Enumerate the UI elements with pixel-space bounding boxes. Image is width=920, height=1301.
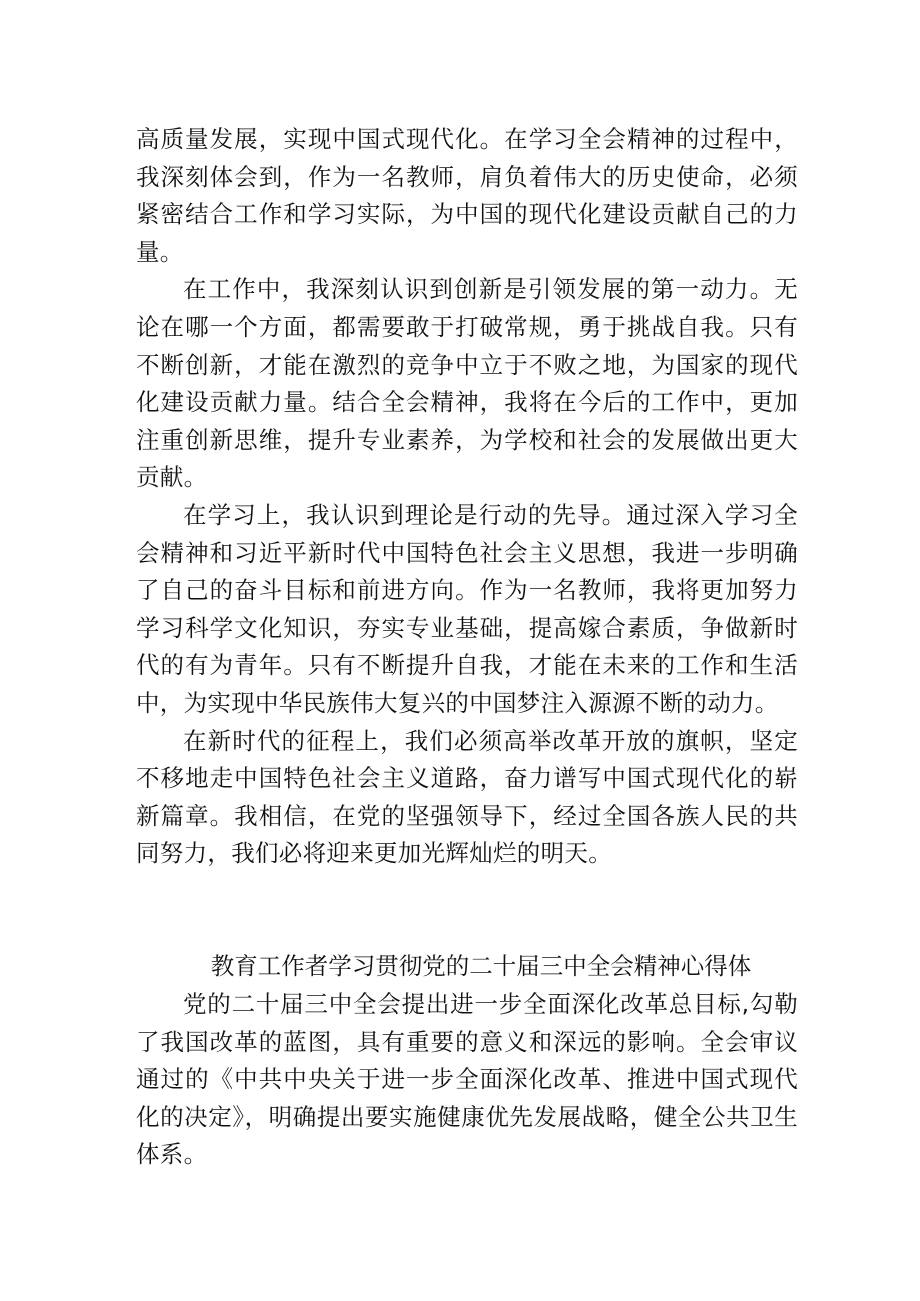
paragraph: 在新时代的征程上，我们必须高举改革开放的旗帜，坚定不移地走中国特色社会主义道路，奋力谱写中国式现代化的崭新篇章。我相信，在党的坚强领导下，经过全国各族人民的共同努力，我们必将迎来更加光辉灿烂的明天。 xyxy=(136,726,798,868)
paragraph: 在工作中，我深刻认识到创新是引领发展的第一动力。无论在哪一个方面，都需要敢于打破常规，勇于挑战自我。只有不断创新，才能在激烈的竞争中立于不败之地，为国家的现代化建设贡献力量。结合全会精神，我将在今后的工作中，更加注重创新思维，提升专业素养，为学校和社会的发展做出更大贡献。 xyxy=(136,275,798,492)
paragraph: 党的二十届三中全会提出进一步全面深化改革总目标,勾勒了我国改革的蓝图，具有重要的意义和深远的影响。全会审议通过的《中共中央关于进一步全面深化改革、推进中国式现代化的决定》，明确提出要实施健康优先发展战略，健全公共卫生体系。 xyxy=(136,990,798,1169)
article-2-body xyxy=(136,986,798,1174)
article-1-body xyxy=(136,121,798,873)
article-2-title: 教育工作者学习贯彻党的二十届三中全会精神心得体 xyxy=(210,952,752,980)
paragraph: 在学习上，我认识到理论是行动的先导。通过深入学习全会精神和习近平新时代中国特色社会主义思想，我进一步明确了自己的奋斗目标和前进方向。作为一名教师，我将更加努力学习科学文化知识，夯实专业基础，提高嫁合素质，争做新时代的有为青年。只有不断提升自我，才能在未来的工作和生活中，为实现中华民族伟大复兴的中国梦注入源源不断的动力。 xyxy=(136,500,798,717)
paragraph: 高质量发展，实现中国式现代化。在学习全会精神的过程中，我深刻体会到，作为一名教师，肩负着伟大的历史使命，必须紧密结合工作和学习实际，为中国的现代化建设贡献自己的力量。 xyxy=(136,125,798,266)
